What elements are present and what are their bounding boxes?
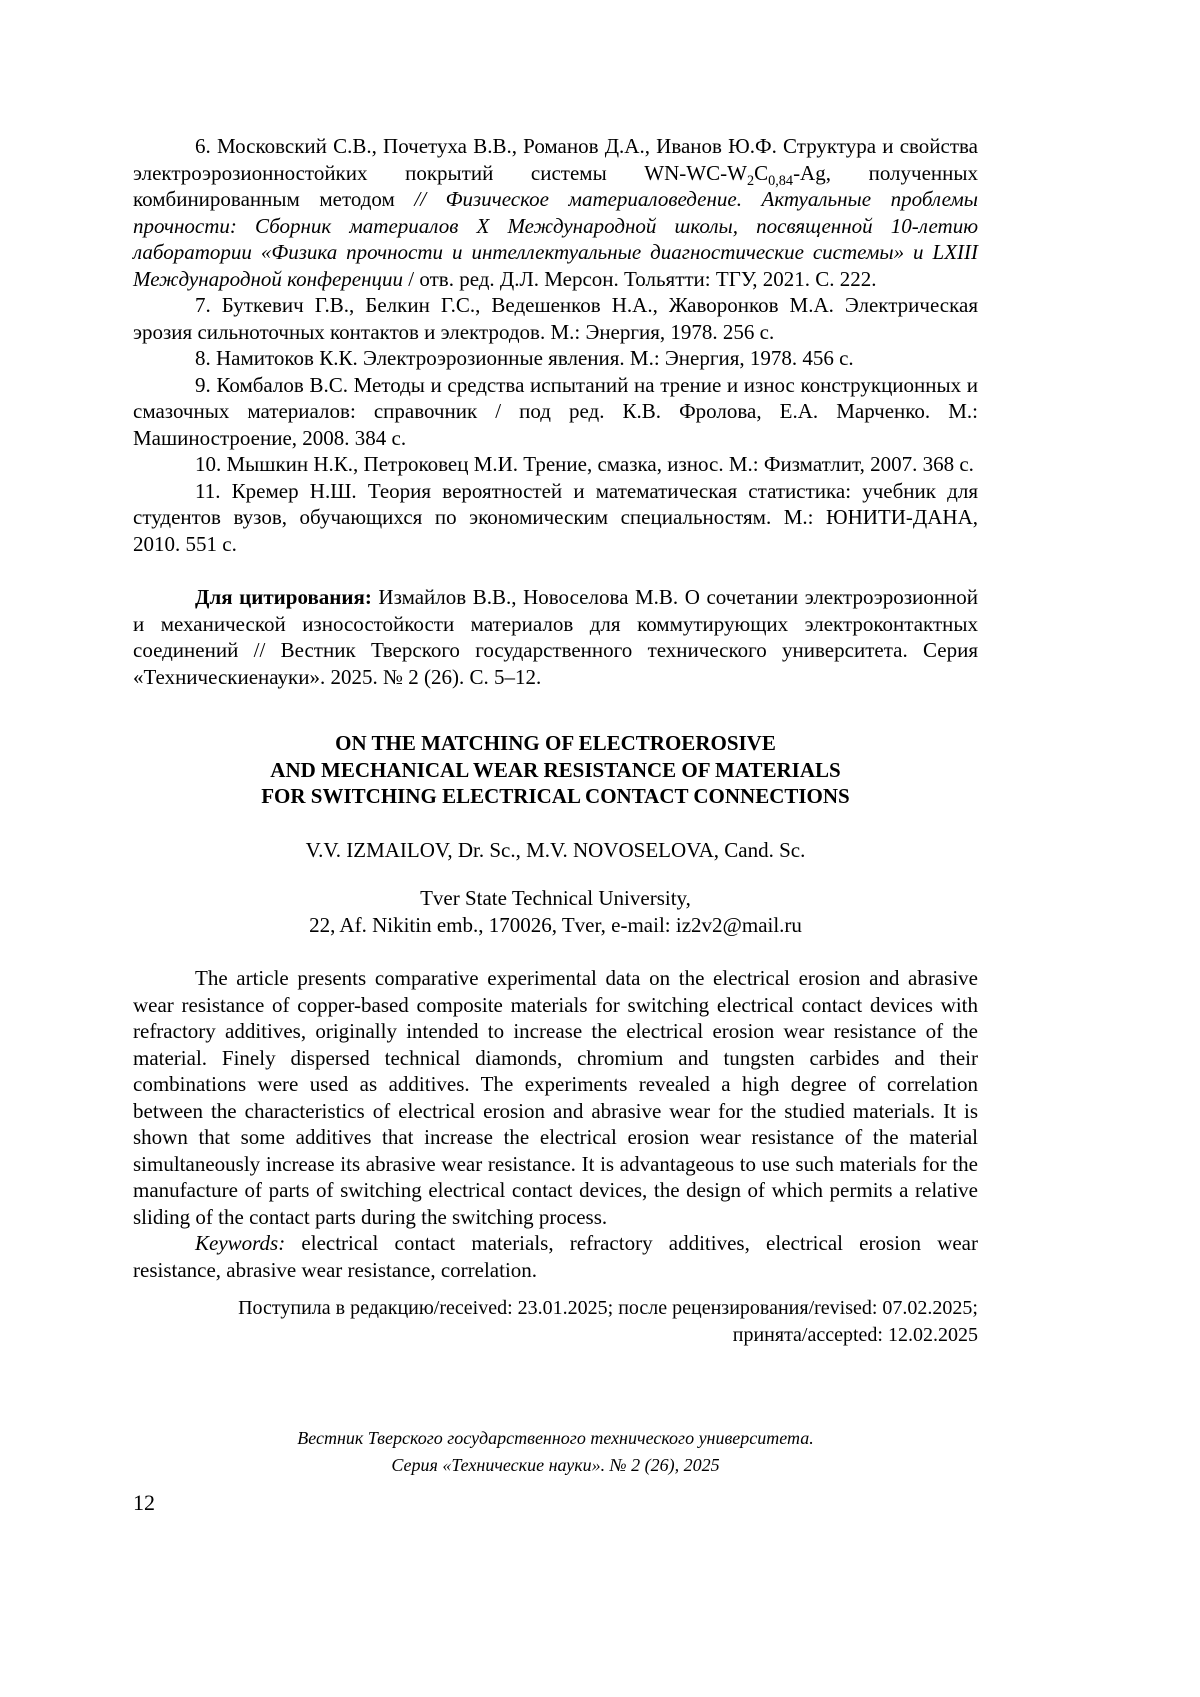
page-content <box>133 133 978 1349</box>
references-section <box>133 133 978 557</box>
journal-footer <box>133 1425 978 1479</box>
footer-line: Вестник Тверского государственного технического университета. <box>297 1428 814 1448</box>
abstract-paragraph: The article presents comparative experimental data on the electrical erosion and abrasive wear resistance of copper-based composite materials for switching electrical contact devices with refractory additives, originally intended to increase the electrical erosion wear resistance of the material. Finely dispersed technical diamonds, chromium and tungsten carbides and their combinations were used as additives. The experiments revealed a high degree of correlation between the characteristics of electrical erosion and abrasive wear for the studied materials. It is shown that some additives that increase the electrical erosion wear resistance of the material simultaneously increase its abrasive wear resistance. It is advantageous to use such materials for the manufacture of parts of switching electrical contact devices, the design of which permits a relative sliding of the contact parts during the switching process. <box>133 966 978 1229</box>
reference-item: 11. Кремер Н.Ш. Теория вероятностей и математическая статистика: учебник для студентов вузов, обучающихся по экономическим специальностям. М.: ЮНИТИ-ДАНА, 2010. 551 с. <box>133 478 978 556</box>
reference-item: 6. Московский С.В., Почетуха В.В., Романов Д.А., Иванов Ю.Ф. Структура и свойства электроэрозионностойких покрытий системы $WN-WC-W_2C_{0,84}-Ag$, полученных комбинированным методом // Физическое материаловедение. Актуальные проблемы прочности: Сборник материалов X Международной школы, посвященной 10-летию лаборатории «Физика прочности и интеллектуальные диагностические системы» и LXIII Международной конференции / отв. ред. Д.Л. Мерсон. Тольятти: ТГУ, 2021. С. 222. <box>133 134 978 291</box>
affiliation-line: Tver State Technical University, <box>420 886 691 910</box>
reference-item: 9. Комбалов В.С. Методы и средства испытаний на трение и износ конструкционных и смазочных материалов: справочник / под ред. К.В. Фролова, Е.А. Марченко. М.: Машиностроение, 2008. 384 с. <box>133 372 978 450</box>
reference-item: 8. Намитоков К.К. Электроэрозионные явления. М.: Энергия, 1978. 456 с. <box>195 346 854 370</box>
reference-item: 7. Буткевич Г.В., Белкин Г.С., Ведешенков Н.А., Жаворонков М.А. Электрическая эрозия сильноточных контактов и электродов. М.: Энергия, 1978. 256 с. <box>133 293 978 344</box>
dates-paragraph <box>133 1295 978 1349</box>
citation-paragraph: Для цитирования: Измайлов В.В., Новоселова М.В. О сочетании электроэрозионной и механической износостойкости материалов для коммутирующих электроконтактных соединений // Вестник Тверского государственного технического университета. Серия «Техническиенауки». 2025. № 2 (26). С. 5–12. <box>133 585 978 689</box>
keywords-paragraph: Keywords: electrical contact materials, refractory additives, electrical erosion wear resistance, abrasive wear resistance, correlation. <box>133 1231 978 1282</box>
footer-line: Серия «Технические науки». № 2 (26), 2025 <box>391 1455 720 1475</box>
reference-item: 10. Мышкин Н.К., Петроковец М.И. Трение, смазка, износ. М.: Физматлит, 2007. 368 с. <box>195 452 974 476</box>
dates-line-received-revised: Поступила в редакцию/received: 23.01.2025; после рецензирования/revised: 07.02.2025; <box>238 1297 978 1319</box>
dates-line-accepted: принята/accepted: 12.02.2025 <box>732 1324 978 1346</box>
authors-line: V.V. IZMAILOV, Dr. Sc., M.V. NOVOSELOVA, Cand. Sc. <box>305 837 806 862</box>
english-title <box>133 730 978 810</box>
title-line: ON THE MATCHING OF ELECTROEROSIVE <box>335 731 776 755</box>
page-number: 12 <box>133 1490 155 1515</box>
affiliation <box>133 885 978 938</box>
title-line: FOR SWITCHING ELECTRICAL CONTACT CONNECTIONS <box>261 784 850 808</box>
title-line: AND MECHANICAL WEAR RESISTANCE OF MATERIALS <box>270 757 841 782</box>
affiliation-line: 22, Af. Nikitin emb., 170026, Tver, e-mail: iz2v2@mail.ru <box>309 912 802 937</box>
